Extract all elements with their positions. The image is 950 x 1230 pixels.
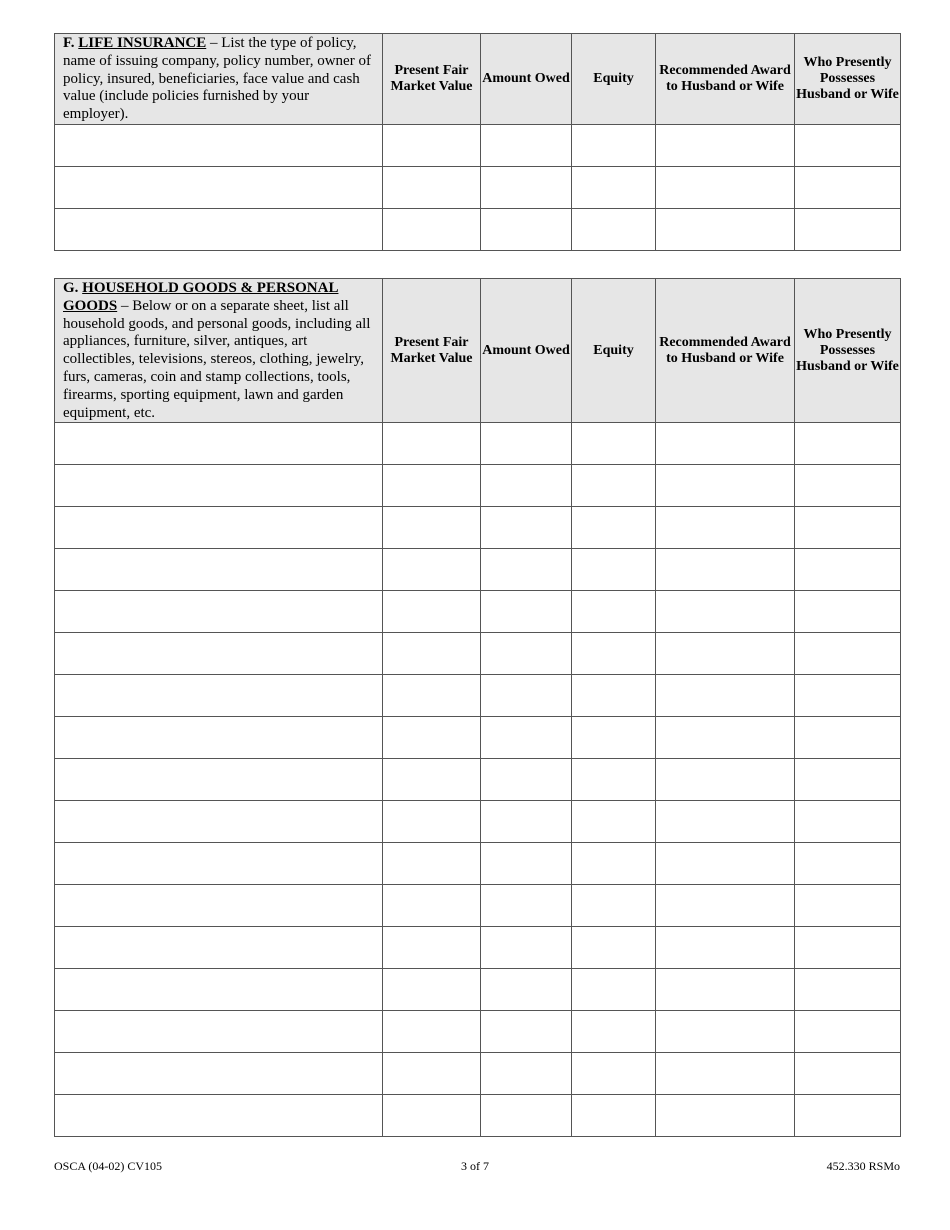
household-goods-equity-field[interactable] [572, 675, 656, 717]
household-goods-who-possesses-field[interactable] [795, 801, 901, 843]
life-insurance-present-fair-market-value-field[interactable] [383, 167, 481, 209]
life-insurance-present-fair-market-value-field[interactable] [383, 209, 481, 251]
household-goods-who-possesses-field[interactable] [795, 675, 901, 717]
household-goods-description-field[interactable] [55, 969, 383, 1011]
life-insurance-description-field[interactable] [55, 209, 383, 251]
household-goods-who-possesses-field[interactable] [795, 633, 901, 675]
household-goods-equity-field[interactable] [572, 969, 656, 1011]
life-insurance-amount-owed-field[interactable] [481, 209, 572, 251]
household-goods-recommended-award-field[interactable] [656, 507, 795, 549]
household-goods-row [55, 843, 901, 885]
household-goods-recommended-award-field[interactable] [656, 717, 795, 759]
household-goods-recommended-award-field[interactable] [656, 1011, 795, 1053]
household-goods-table [54, 278, 901, 1137]
household-goods-who-possesses-field[interactable] [795, 549, 901, 591]
household-goods-equity-field[interactable] [572, 423, 656, 465]
household-goods-equity-field[interactable] [572, 927, 656, 969]
household-goods-present-fair-market-value-field[interactable] [383, 507, 481, 549]
household-goods-amount-owed-field[interactable] [481, 549, 572, 591]
household-goods-amount-owed-field[interactable] [481, 927, 572, 969]
household-goods-row [55, 423, 901, 465]
household-goods-who-possesses-field[interactable] [795, 759, 901, 801]
life-insurance-row [55, 209, 901, 251]
household-goods-present-fair-market-value-field[interactable] [383, 717, 481, 759]
household-goods-recommended-award-field[interactable] [656, 759, 795, 801]
household-goods-recommended-award-field[interactable] [656, 885, 795, 927]
household-goods-row [55, 1011, 901, 1053]
household-goods-row [55, 1095, 901, 1137]
life-insurance-header-row [55, 34, 901, 125]
life-insurance-amount-owed-field[interactable] [481, 125, 572, 167]
life-insurance-description-cell [55, 34, 383, 125]
life-insurance-equity-field[interactable] [572, 125, 656, 167]
household-goods-description-field[interactable] [55, 675, 383, 717]
household-goods-row [55, 717, 901, 759]
household-goods-equity-field[interactable] [572, 885, 656, 927]
household-goods-who-possesses-field[interactable] [795, 507, 901, 549]
household-goods-row [55, 969, 901, 1011]
household-goods-recommended-award-field[interactable] [656, 465, 795, 507]
household-goods-description-field[interactable] [55, 885, 383, 927]
household-goods-amount-owed-field[interactable] [481, 1053, 572, 1095]
household-goods-recommended-award-field[interactable] [656, 633, 795, 675]
household-goods-who-possesses-field[interactable] [795, 1095, 901, 1137]
household-goods-present-fair-market-value-field[interactable] [383, 1095, 481, 1137]
household-goods-row [55, 507, 901, 549]
household-goods-amount-owed-field[interactable] [481, 591, 572, 633]
household-goods-description-field[interactable] [55, 759, 383, 801]
col-header-equity: Equity [572, 34, 656, 125]
household-goods-amount-owed-field[interactable] [481, 675, 572, 717]
col-header-present-fair-market-value: Present Fair Market Value [383, 34, 481, 125]
household-goods-present-fair-market-value-field[interactable] [383, 633, 481, 675]
household-goods-recommended-award-field[interactable] [656, 927, 795, 969]
household-goods-recommended-award-field[interactable] [656, 423, 795, 465]
footer-form-id: OSCA (04-02) CV105 [54, 1159, 163, 1173]
household-goods-recommended-award-field[interactable] [656, 969, 795, 1011]
life-insurance-who-possesses-field[interactable] [795, 125, 901, 167]
life-insurance-table [54, 33, 901, 251]
life-insurance-present-fair-market-value-field[interactable] [383, 125, 481, 167]
household-goods-amount-owed-field[interactable] [481, 1011, 572, 1053]
household-goods-equity-field[interactable] [572, 759, 656, 801]
life-insurance-who-possesses-field[interactable] [795, 167, 901, 209]
household-goods-equity-field[interactable] [572, 1011, 656, 1053]
footer-statute: 452.330 RSMo [826, 1159, 900, 1173]
household-goods-who-possesses-field[interactable] [795, 843, 901, 885]
household-goods-row [55, 633, 901, 675]
household-goods-row [55, 1053, 901, 1095]
household-goods-amount-owed-field[interactable] [481, 423, 572, 465]
household-goods-description-field[interactable] [55, 1053, 383, 1095]
household-goods-row [55, 591, 901, 633]
household-goods-description-field[interactable] [55, 465, 383, 507]
household-goods-present-fair-market-value-field[interactable] [383, 465, 481, 507]
household-goods-present-fair-market-value-field[interactable] [383, 1053, 481, 1095]
household-goods-present-fair-market-value-field[interactable] [383, 843, 481, 885]
section-g-letter: G. [63, 280, 79, 296]
household-goods-amount-owed-field[interactable] [481, 1095, 572, 1137]
life-insurance-row [55, 125, 901, 167]
household-goods-description-field[interactable] [55, 843, 383, 885]
household-goods-who-possesses-field[interactable] [795, 717, 901, 759]
household-goods-recommended-award-field[interactable] [656, 1095, 795, 1137]
household-goods-description-field[interactable] [55, 633, 383, 675]
household-goods-amount-owed-field[interactable] [481, 969, 572, 1011]
household-goods-who-possesses-field[interactable] [795, 465, 901, 507]
household-goods-present-fair-market-value-field[interactable] [383, 969, 481, 1011]
section-g-description: – Below or on a separate sheet, list all household goods, and personal goods, including all appliances, furniture, silver, antiques, art collectibles, televisions, stereos, clothing, jewelry, furs, cameras, coin and stamp collections, tools, firearms, sporting equipment, lawn and garden equipment, etc. [63, 297, 371, 421]
footer-page-number: 3 of 7 [461, 1159, 489, 1173]
household-goods-who-possesses-field[interactable] [795, 591, 901, 633]
household-goods-row [55, 675, 901, 717]
household-goods-recommended-award-field[interactable] [656, 675, 795, 717]
col-header-who-possesses: Who Presently Possesses Husband or Wife [795, 279, 901, 423]
household-goods-equity-field[interactable] [572, 591, 656, 633]
section-g-title: HOUSEHOLD GOODS & PERSONAL GOODS [63, 280, 339, 314]
household-goods-who-possesses-field[interactable] [795, 927, 901, 969]
household-goods-amount-owed-field[interactable] [481, 759, 572, 801]
household-goods-row [55, 927, 901, 969]
col-header-who-possesses: Who Presently Possesses Husband or Wife [795, 34, 901, 125]
household-goods-recommended-award-field[interactable] [656, 801, 795, 843]
household-goods-recommended-award-field[interactable] [656, 843, 795, 885]
household-goods-who-possesses-field[interactable] [795, 1053, 901, 1095]
household-goods-description-field[interactable] [55, 927, 383, 969]
life-insurance-equity-field[interactable] [572, 209, 656, 251]
household-goods-description-field[interactable] [55, 423, 383, 465]
section-f-letter: F. [63, 35, 75, 51]
household-goods-present-fair-market-value-field[interactable] [383, 885, 481, 927]
col-header-equity: Equity [572, 279, 656, 423]
household-goods-recommended-award-field[interactable] [656, 549, 795, 591]
life-insurance-equity-field[interactable] [572, 167, 656, 209]
household-goods-description-cell [55, 279, 383, 423]
household-goods-equity-field[interactable] [572, 549, 656, 591]
household-goods-amount-owed-field[interactable] [481, 633, 572, 675]
household-goods-description-field[interactable] [55, 507, 383, 549]
household-goods-description-field[interactable] [55, 549, 383, 591]
col-header-amount-owed: Amount Owed [481, 34, 572, 125]
household-goods-amount-owed-field[interactable] [481, 465, 572, 507]
household-goods-equity-field[interactable] [572, 465, 656, 507]
life-insurance-recommended-award-field[interactable] [656, 167, 795, 209]
household-goods-present-fair-market-value-field[interactable] [383, 423, 481, 465]
household-goods-description-field[interactable] [55, 1011, 383, 1053]
life-insurance-who-possesses-field[interactable] [795, 209, 901, 251]
household-goods-description-field[interactable] [55, 591, 383, 633]
col-header-present-fair-market-value: Present Fair Market Value [383, 279, 481, 423]
life-insurance-recommended-award-field[interactable] [656, 125, 795, 167]
household-goods-who-possesses-field[interactable] [795, 1011, 901, 1053]
household-goods-amount-owed-field[interactable] [481, 717, 572, 759]
life-insurance-amount-owed-field[interactable] [481, 167, 572, 209]
household-goods-amount-owed-field[interactable] [481, 801, 572, 843]
household-goods-row [55, 759, 901, 801]
household-goods-description-field[interactable] [55, 801, 383, 843]
household-goods-present-fair-market-value-field[interactable] [383, 675, 481, 717]
household-goods-present-fair-market-value-field[interactable] [383, 1011, 481, 1053]
household-goods-amount-owed-field[interactable] [481, 507, 572, 549]
household-goods-equity-field[interactable] [572, 507, 656, 549]
household-goods-amount-owed-field[interactable] [481, 885, 572, 927]
household-goods-recommended-award-field[interactable] [656, 1053, 795, 1095]
household-goods-description-field[interactable] [55, 1095, 383, 1137]
household-goods-description-field[interactable] [55, 717, 383, 759]
household-goods-equity-field[interactable] [572, 717, 656, 759]
household-goods-present-fair-market-value-field[interactable] [383, 801, 481, 843]
section-f-description: – List the type of policy, name of issuing company, policy number, owner of policy, insured, beneficiaries, face value and cash value (include policies furnished by your employer). [63, 35, 371, 123]
household-goods-equity-field[interactable] [572, 1053, 656, 1095]
household-goods-present-fair-market-value-field[interactable] [383, 591, 481, 633]
household-goods-amount-owed-field[interactable] [481, 843, 572, 885]
col-header-recommended-award: Recommended Award to Husband or Wife [656, 279, 795, 423]
household-goods-who-possesses-field[interactable] [795, 885, 901, 927]
household-goods-who-possesses-field[interactable] [795, 969, 901, 1011]
household-goods-header-row [55, 279, 901, 423]
life-insurance-recommended-award-field[interactable] [656, 209, 795, 251]
household-goods-row [55, 549, 901, 591]
household-goods-equity-field[interactable] [572, 843, 656, 885]
household-goods-present-fair-market-value-field[interactable] [383, 549, 481, 591]
household-goods-present-fair-market-value-field[interactable] [383, 927, 481, 969]
household-goods-row [55, 885, 901, 927]
household-goods-equity-field[interactable] [572, 801, 656, 843]
household-goods-row [55, 801, 901, 843]
household-goods-row [55, 465, 901, 507]
household-goods-who-possesses-field[interactable] [795, 423, 901, 465]
household-goods-equity-field[interactable] [572, 633, 656, 675]
col-header-recommended-award: Recommended Award to Husband or Wife [656, 34, 795, 125]
household-goods-present-fair-market-value-field[interactable] [383, 759, 481, 801]
life-insurance-row [55, 167, 901, 209]
life-insurance-description-field[interactable] [55, 167, 383, 209]
life-insurance-description-field[interactable] [55, 125, 383, 167]
col-header-amount-owed: Amount Owed [481, 279, 572, 423]
household-goods-recommended-award-field[interactable] [656, 591, 795, 633]
household-goods-equity-field[interactable] [572, 1095, 656, 1137]
section-f-title: LIFE INSURANCE [78, 35, 207, 51]
